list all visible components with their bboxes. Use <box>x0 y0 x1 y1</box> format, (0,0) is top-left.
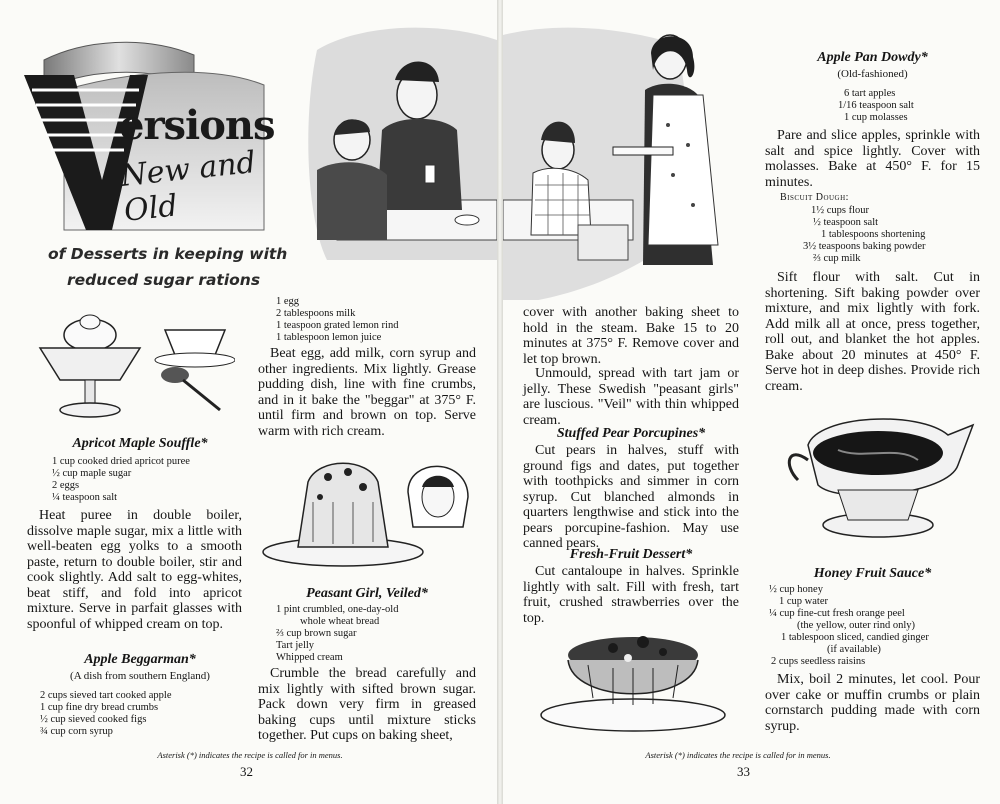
peasant-girl-directions-continued: cover with another baking sheet to hold in the steam. Bake 15 to 20 minutes at 375° F. Remove cover and let top brown. <box>523 305 739 367</box>
right-page-number: 33 <box>737 764 750 779</box>
ingredient: 1½ cups flour <box>811 205 870 216</box>
pear-porcupines-title: Stuffed Pear Porcupines* <box>556 426 706 441</box>
ingredient: ⅔ cup milk <box>813 253 861 264</box>
ingredient: ¾ cup corn syrup <box>40 726 113 737</box>
apple-beggarman-subtitle: (A dish from southern England) <box>70 670 210 682</box>
apricot-souffle-ingredients <box>52 456 242 504</box>
apricot-souffle-title: Apricot Maple Souffle* <box>72 436 208 451</box>
parfait-glass-illustration <box>35 300 235 430</box>
apple-pan-dowdy-title: Apple Pan Dowdy* <box>817 50 928 65</box>
ingredient: Whipped cream <box>276 652 343 663</box>
ingredient: ½ cup honey <box>769 584 823 595</box>
ingredient: 1 egg <box>276 296 300 307</box>
title-rest: ersions <box>119 102 275 149</box>
family-dinner-illustration-left <box>297 20 497 260</box>
honey-sauce-ingredients <box>769 584 979 668</box>
apricot-souffle-directions: Heat puree in double boiler, dissolve maple sugar, mix a little with well-beaten egg yolks to a smooth paste, return to double boiler, stir and cook slightly. Add salt to egg-whites, beat stiff, and fold into apricot mixture. Serve in parfait glasses with spoonful of whipped cream on top. <box>27 508 242 632</box>
ingredient: ½ cup sieved cooked figs <box>40 714 147 725</box>
ingredient: ½ cup maple sugar <box>52 468 132 479</box>
left-page <box>0 0 497 804</box>
ingredient: 1 tablespoon lemon juice <box>276 332 382 343</box>
honey-sauce-directions: Mix, boil 2 minutes, let cool. Pour over cake or muffin crumbs or plain cornstarch pudding made with corn syrup. <box>765 672 980 734</box>
ingredient: 2 cups sieved tart cooked apple <box>40 690 172 701</box>
ingredient: (if available) <box>827 644 881 655</box>
ingredient: 1 pint crumbled, one-day-old <box>276 604 399 615</box>
apple-beggarman-ingredients-continued <box>276 296 476 344</box>
ingredient: 1 cup water <box>779 596 828 607</box>
peasant-girl-title: Peasant Girl, Veiled* <box>306 586 428 601</box>
ingredient: 1 cup cooked dried apricot puree <box>52 456 190 467</box>
right-page <box>503 0 1000 804</box>
biscuit-dough-title: Biscuit Dough: <box>780 192 849 203</box>
ingredient: ½ teaspoon salt <box>813 217 879 228</box>
ingredient: 3½ teaspoons baking powder <box>803 241 926 252</box>
tagline-line-1: of Desserts in keeping with <box>48 245 288 263</box>
cantaloupe-dessert-illustration <box>533 620 733 735</box>
apple-beggarman-directions: Beat egg, add milk, corn syrup and other ingredients. Mix lightly. Grease pudding dish, line with fine crumbs, and in it bake the "beggar" at 375° F. until firm and brown on top. Serve warm with rich cream. <box>258 346 476 439</box>
peasant-girl-directions-serving: Unmould, spread with tart jam or jelly. These Swedish "peasant girls" are luscious. "Veil" with thin whipped cream. <box>523 366 739 428</box>
peasant-girl-pudding-illustration <box>258 452 473 572</box>
ingredient: 1 tablespoon sliced, candied ginger <box>781 632 929 643</box>
ingredient: 1 teaspoon grated lemon rind <box>276 320 399 331</box>
apple-pan-dowdy-ingredients <box>838 88 978 124</box>
ingredient: 2 eggs <box>52 480 80 491</box>
honey-sauce-title: Honey Fruit Sauce* <box>813 566 932 581</box>
ingredient: 2 cups seedless raisins <box>771 656 866 667</box>
ingredient: ¼ cup fine-cut fresh orange peel <box>769 608 905 619</box>
versions-title-graphic <box>24 30 294 235</box>
family-dinner-illustration-right <box>503 15 763 300</box>
sauce-boat-illustration <box>778 405 978 550</box>
ingredient: (the yellow, outer rind only) <box>797 620 915 631</box>
ingredient: Tart jelly <box>276 640 315 651</box>
apple-pan-dowdy-directions: Pare and slice apples, sprinkle with salt and spice lightly. Cover with molasses. Bake at 450° F. for 15 minutes. <box>765 128 980 190</box>
fresh-fruit-directions: Cut cantaloupe in halves. Sprinkle lightly with salt. Fill with fresh, tart fruit, crushed strawberries over the top. <box>523 564 739 626</box>
ingredient: 1 tablespoons shortening <box>821 229 926 240</box>
apple-pan-dowdy-subtitle: (Old-fashioned) <box>837 68 908 80</box>
left-page-number: 32 <box>240 764 253 779</box>
ingredient: ⅔ cup brown sugar <box>276 628 357 639</box>
ingredient: whole wheat bread <box>300 616 380 627</box>
ingredient: 6 tart apples <box>844 88 896 99</box>
ingredient: ¼ teaspoon salt <box>52 492 118 503</box>
fresh-fruit-title: Fresh-Fruit Dessert* <box>569 547 693 562</box>
apple-beggarman-title: Apple Beggarman* <box>84 652 196 667</box>
apple-beggarman-ingredients <box>40 690 240 738</box>
tagline-line-2: reduced sugar rations <box>67 271 261 289</box>
title-script: New and Old <box>118 145 258 229</box>
pear-porcupines-directions: Cut pears in halves, stuff with ground figs and dates, put together with toothpicks and simmer in corn syrup. Cut blanched almonds in quarters lengthwise and stick into the pears porcupine-fashion. May use canned pears. <box>523 443 739 551</box>
biscuit-dough-ingredients <box>803 205 978 265</box>
ingredient: 1/16 teaspoon salt <box>838 100 914 111</box>
ingredient: 1 cup molasses <box>844 112 908 123</box>
left-footnote: Asterisk (*) indicates the recipe is called for in menus. <box>157 749 343 760</box>
peasant-girl-ingredients <box>276 604 476 664</box>
right-footnote: Asterisk (*) indicates the recipe is called for in menus. <box>645 749 831 760</box>
ingredient: 2 tablespoons milk <box>276 308 356 319</box>
biscuit-dough-directions: Sift flour with salt. Cut in shortening. Sift baking powder over mixture, and mix lightly with fork. Add milk all at once, press together, roll out, and blanket the hot apples. Bake about 20 minutes at 450° F. Serve hot in deep dishes. Provide rich cream. <box>765 270 980 394</box>
ingredient: 1 cup fine dry bread crumbs <box>40 702 159 713</box>
peasant-girl-directions: Crumble the bread carefully and mix lightly with sifted brown sugar. Pack down very firm in greased baking cups until mixture sticks together. Put cups on baking sheet, <box>258 666 476 743</box>
